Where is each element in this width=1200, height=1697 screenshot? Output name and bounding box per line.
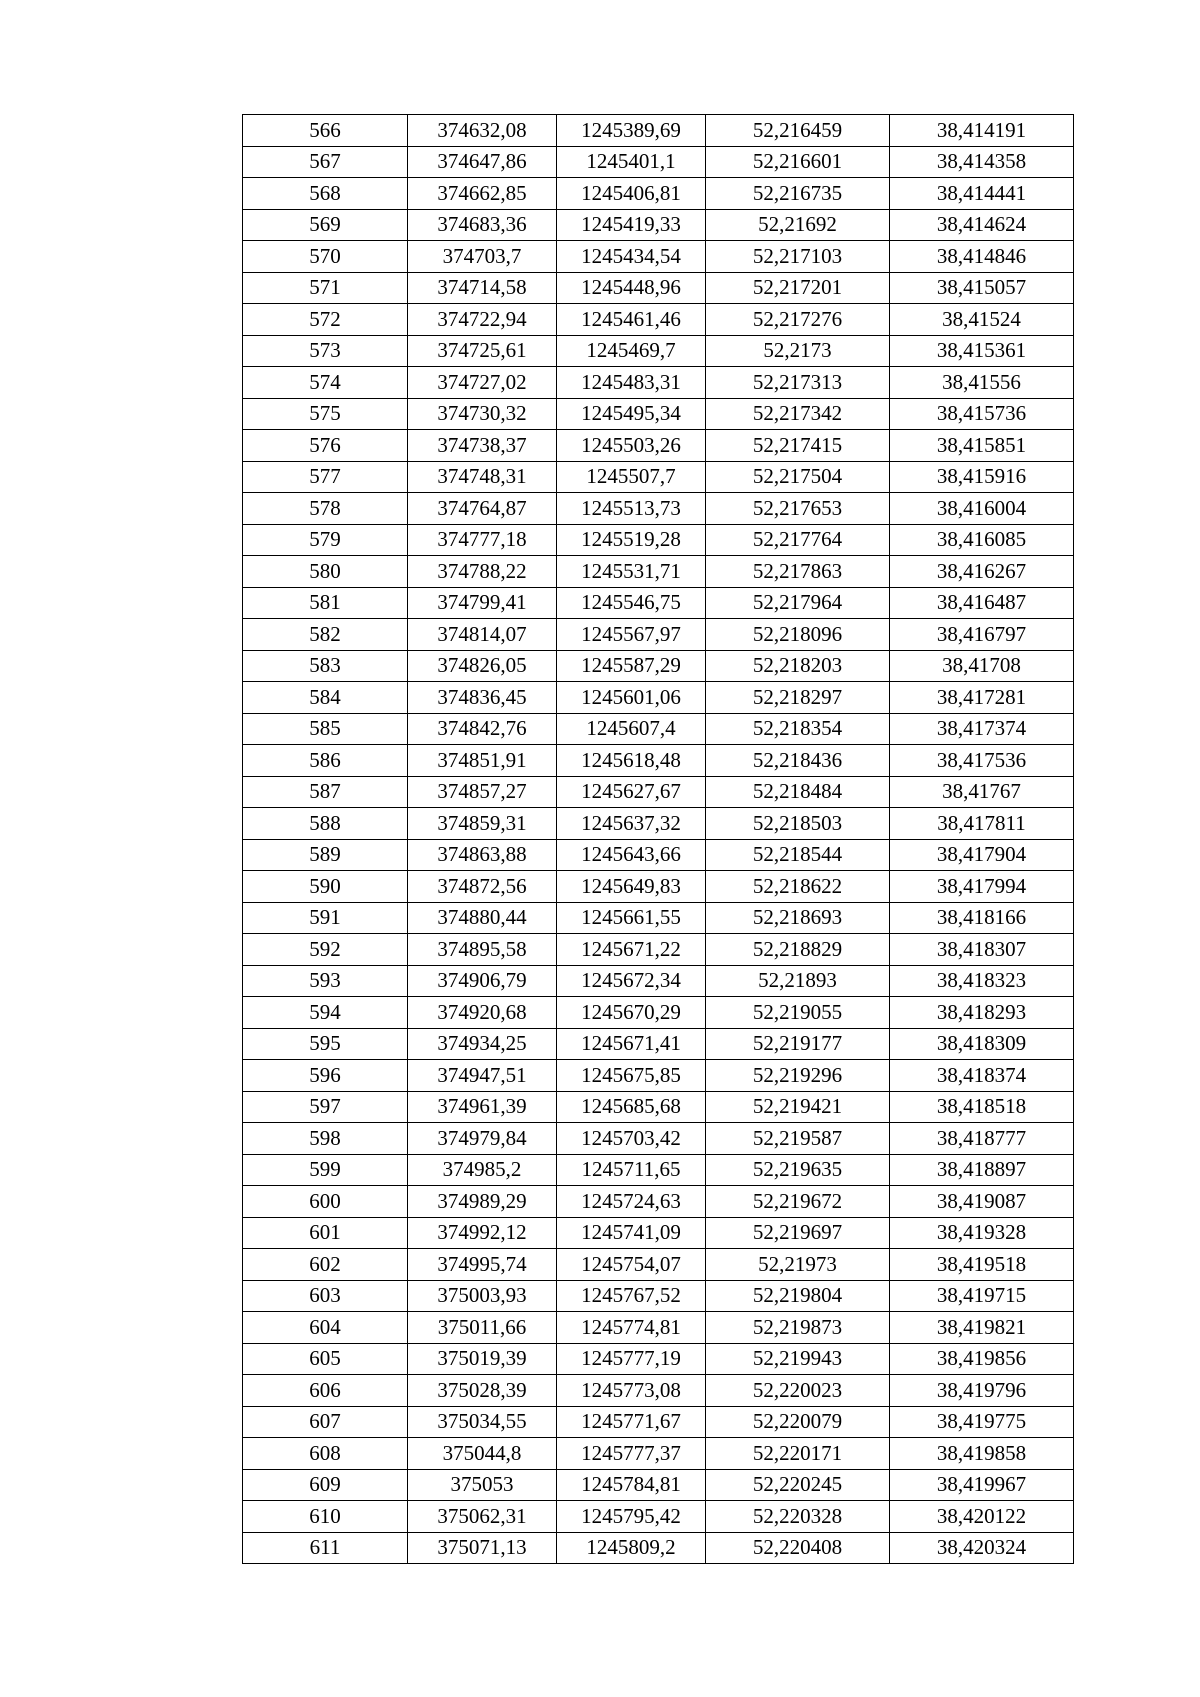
latitude-cell: 52,218203 (706, 650, 890, 682)
longitude-cell: 38,41708 (890, 650, 1074, 682)
point-number-cell: 598 (243, 1123, 408, 1155)
point-number-cell: 590 (243, 871, 408, 903)
x-coordinate-cell: 374872,56 (408, 871, 557, 903)
table-row (243, 1312, 1074, 1344)
x-coordinate-cell: 374989,29 (408, 1186, 557, 1218)
y-coordinate-cell: 1245618,48 (557, 745, 706, 777)
table-row (243, 556, 1074, 588)
latitude-cell: 52,217964 (706, 587, 890, 619)
latitude-cell: 52,220079 (706, 1406, 890, 1438)
latitude-cell: 52,218544 (706, 839, 890, 871)
table-row (243, 1186, 1074, 1218)
point-number-cell: 573 (243, 335, 408, 367)
y-coordinate-cell: 1245546,75 (557, 587, 706, 619)
table-row (243, 304, 1074, 336)
latitude-cell: 52,217342 (706, 398, 890, 430)
point-number-cell: 593 (243, 965, 408, 997)
point-number-cell: 594 (243, 997, 408, 1029)
y-coordinate-cell: 1245703,42 (557, 1123, 706, 1155)
y-coordinate-cell: 1245671,22 (557, 934, 706, 966)
longitude-cell: 38,415736 (890, 398, 1074, 430)
x-coordinate-cell: 374738,37 (408, 430, 557, 462)
point-number-cell: 569 (243, 209, 408, 241)
latitude-cell: 52,219177 (706, 1028, 890, 1060)
longitude-cell: 38,41767 (890, 776, 1074, 808)
latitude-cell: 52,219873 (706, 1312, 890, 1344)
latitude-cell: 52,219296 (706, 1060, 890, 1092)
latitude-cell: 52,21973 (706, 1249, 890, 1281)
point-number-cell: 608 (243, 1438, 408, 1470)
x-coordinate-cell: 374859,31 (408, 808, 557, 840)
latitude-cell: 52,2173 (706, 335, 890, 367)
longitude-cell: 38,417811 (890, 808, 1074, 840)
latitude-cell: 52,217103 (706, 241, 890, 273)
y-coordinate-cell: 1245741,09 (557, 1217, 706, 1249)
latitude-cell: 52,218436 (706, 745, 890, 777)
latitude-cell: 52,217313 (706, 367, 890, 399)
x-coordinate-cell: 374748,31 (408, 461, 557, 493)
y-coordinate-cell: 1245711,65 (557, 1154, 706, 1186)
longitude-cell: 38,418323 (890, 965, 1074, 997)
x-coordinate-cell: 374992,12 (408, 1217, 557, 1249)
table-row (243, 1091, 1074, 1123)
latitude-cell: 52,217504 (706, 461, 890, 493)
point-number-cell: 582 (243, 619, 408, 651)
y-coordinate-cell: 1245675,85 (557, 1060, 706, 1092)
coordinate-table (242, 114, 1074, 1564)
longitude-cell: 38,419328 (890, 1217, 1074, 1249)
table-row (243, 839, 1074, 871)
table-row (243, 1375, 1074, 1407)
longitude-cell: 38,417994 (890, 871, 1074, 903)
table-row (243, 619, 1074, 651)
point-number-cell: 566 (243, 115, 408, 147)
latitude-cell: 52,218297 (706, 682, 890, 714)
latitude-cell: 52,218096 (706, 619, 890, 651)
point-number-cell: 585 (243, 713, 408, 745)
latitude-cell: 52,218484 (706, 776, 890, 808)
latitude-cell: 52,217653 (706, 493, 890, 525)
y-coordinate-cell: 1245448,96 (557, 272, 706, 304)
latitude-cell: 52,220408 (706, 1532, 890, 1564)
point-number-cell: 574 (243, 367, 408, 399)
y-coordinate-cell: 1245777,19 (557, 1343, 706, 1375)
latitude-cell: 52,220245 (706, 1469, 890, 1501)
y-coordinate-cell: 1245649,83 (557, 871, 706, 903)
point-number-cell: 572 (243, 304, 408, 336)
point-number-cell: 597 (243, 1091, 408, 1123)
x-coordinate-cell: 375019,39 (408, 1343, 557, 1375)
y-coordinate-cell: 1245777,37 (557, 1438, 706, 1470)
latitude-cell: 52,217863 (706, 556, 890, 588)
y-coordinate-cell: 1245401,1 (557, 146, 706, 178)
point-number-cell: 578 (243, 493, 408, 525)
y-coordinate-cell: 1245637,32 (557, 808, 706, 840)
point-number-cell: 611 (243, 1532, 408, 1564)
longitude-cell: 38,417374 (890, 713, 1074, 745)
table-row (243, 1249, 1074, 1281)
y-coordinate-cell: 1245670,29 (557, 997, 706, 1029)
longitude-cell: 38,418777 (890, 1123, 1074, 1155)
y-coordinate-cell: 1245685,68 (557, 1091, 706, 1123)
table-row (243, 335, 1074, 367)
x-coordinate-cell: 374714,58 (408, 272, 557, 304)
point-number-cell: 589 (243, 839, 408, 871)
point-number-cell: 601 (243, 1217, 408, 1249)
x-coordinate-cell: 375062,31 (408, 1501, 557, 1533)
latitude-cell: 52,217276 (706, 304, 890, 336)
point-number-cell: 603 (243, 1280, 408, 1312)
latitude-cell: 52,219697 (706, 1217, 890, 1249)
latitude-cell: 52,217201 (706, 272, 890, 304)
longitude-cell: 38,416487 (890, 587, 1074, 619)
latitude-cell: 52,219055 (706, 997, 890, 1029)
latitude-cell: 52,216459 (706, 115, 890, 147)
point-number-cell: 580 (243, 556, 408, 588)
y-coordinate-cell: 1245469,7 (557, 335, 706, 367)
longitude-cell: 38,417536 (890, 745, 1074, 777)
table-row (243, 461, 1074, 493)
y-coordinate-cell: 1245671,41 (557, 1028, 706, 1060)
x-coordinate-cell: 375034,55 (408, 1406, 557, 1438)
point-number-cell: 600 (243, 1186, 408, 1218)
coordinate-table-body (243, 115, 1074, 1564)
point-number-cell: 567 (243, 146, 408, 178)
longitude-cell: 38,414441 (890, 178, 1074, 210)
x-coordinate-cell: 374703,7 (408, 241, 557, 273)
table-row (243, 493, 1074, 525)
y-coordinate-cell: 1245507,7 (557, 461, 706, 493)
latitude-cell: 52,219635 (706, 1154, 890, 1186)
y-coordinate-cell: 1245784,81 (557, 1469, 706, 1501)
table-row (243, 178, 1074, 210)
y-coordinate-cell: 1245601,06 (557, 682, 706, 714)
table-row (243, 871, 1074, 903)
longitude-cell: 38,41524 (890, 304, 1074, 336)
table-row (243, 146, 1074, 178)
latitude-cell: 52,218354 (706, 713, 890, 745)
longitude-cell: 38,419821 (890, 1312, 1074, 1344)
longitude-cell: 38,415851 (890, 430, 1074, 462)
longitude-cell: 38,414846 (890, 241, 1074, 273)
x-coordinate-cell: 374722,94 (408, 304, 557, 336)
latitude-cell: 52,219943 (706, 1343, 890, 1375)
latitude-cell: 52,219804 (706, 1280, 890, 1312)
y-coordinate-cell: 1245406,81 (557, 178, 706, 210)
y-coordinate-cell: 1245661,55 (557, 902, 706, 934)
table-row (243, 524, 1074, 556)
table-row (243, 650, 1074, 682)
y-coordinate-cell: 1245607,4 (557, 713, 706, 745)
latitude-cell: 52,218693 (706, 902, 890, 934)
y-coordinate-cell: 1245672,34 (557, 965, 706, 997)
point-number-cell: 592 (243, 934, 408, 966)
point-number-cell: 568 (243, 178, 408, 210)
latitude-cell: 52,217415 (706, 430, 890, 462)
longitude-cell: 38,414191 (890, 115, 1074, 147)
table-row (243, 1217, 1074, 1249)
latitude-cell: 52,219421 (706, 1091, 890, 1123)
table-row (243, 1280, 1074, 1312)
table-row (243, 241, 1074, 273)
latitude-cell: 52,21692 (706, 209, 890, 241)
x-coordinate-cell: 374934,25 (408, 1028, 557, 1060)
x-coordinate-cell: 374632,08 (408, 115, 557, 147)
point-number-cell: 576 (243, 430, 408, 462)
point-number-cell: 581 (243, 587, 408, 619)
table-row (243, 1532, 1074, 1564)
table-row (243, 997, 1074, 1029)
point-number-cell: 575 (243, 398, 408, 430)
table-row (243, 1343, 1074, 1375)
x-coordinate-cell: 374961,39 (408, 1091, 557, 1123)
table-row (243, 934, 1074, 966)
table-row (243, 713, 1074, 745)
x-coordinate-cell: 374725,61 (408, 335, 557, 367)
table-row (243, 1123, 1074, 1155)
table-row (243, 1028, 1074, 1060)
y-coordinate-cell: 1245587,29 (557, 650, 706, 682)
longitude-cell: 38,414624 (890, 209, 1074, 241)
x-coordinate-cell: 374857,27 (408, 776, 557, 808)
point-number-cell: 599 (243, 1154, 408, 1186)
longitude-cell: 38,420324 (890, 1532, 1074, 1564)
y-coordinate-cell: 1245767,52 (557, 1280, 706, 1312)
longitude-cell: 38,418293 (890, 997, 1074, 1029)
table-row (243, 808, 1074, 840)
latitude-cell: 52,216601 (706, 146, 890, 178)
x-coordinate-cell: 374979,84 (408, 1123, 557, 1155)
y-coordinate-cell: 1245389,69 (557, 115, 706, 147)
x-coordinate-cell: 375028,39 (408, 1375, 557, 1407)
longitude-cell: 38,419087 (890, 1186, 1074, 1218)
x-coordinate-cell: 374727,02 (408, 367, 557, 399)
table-row (243, 1060, 1074, 1092)
y-coordinate-cell: 1245519,28 (557, 524, 706, 556)
y-coordinate-cell: 1245754,07 (557, 1249, 706, 1281)
y-coordinate-cell: 1245483,31 (557, 367, 706, 399)
latitude-cell: 52,21893 (706, 965, 890, 997)
latitude-cell: 52,220328 (706, 1501, 890, 1533)
y-coordinate-cell: 1245503,26 (557, 430, 706, 462)
longitude-cell: 38,415916 (890, 461, 1074, 493)
x-coordinate-cell: 374906,79 (408, 965, 557, 997)
point-number-cell: 609 (243, 1469, 408, 1501)
table-row (243, 1154, 1074, 1186)
y-coordinate-cell: 1245724,63 (557, 1186, 706, 1218)
longitude-cell: 38,418166 (890, 902, 1074, 934)
x-coordinate-cell: 375071,13 (408, 1532, 557, 1564)
point-number-cell: 583 (243, 650, 408, 682)
latitude-cell: 52,218622 (706, 871, 890, 903)
longitude-cell: 38,419856 (890, 1343, 1074, 1375)
point-number-cell: 606 (243, 1375, 408, 1407)
table-row (243, 272, 1074, 304)
x-coordinate-cell: 374799,41 (408, 587, 557, 619)
longitude-cell: 38,418307 (890, 934, 1074, 966)
table-row (243, 965, 1074, 997)
longitude-cell: 38,41556 (890, 367, 1074, 399)
y-coordinate-cell: 1245774,81 (557, 1312, 706, 1344)
longitude-cell: 38,419967 (890, 1469, 1074, 1501)
table-row (243, 745, 1074, 777)
longitude-cell: 38,417281 (890, 682, 1074, 714)
point-number-cell: 591 (243, 902, 408, 934)
longitude-cell: 38,419796 (890, 1375, 1074, 1407)
longitude-cell: 38,414358 (890, 146, 1074, 178)
table-row (243, 776, 1074, 808)
point-number-cell: 584 (243, 682, 408, 714)
x-coordinate-cell: 374826,05 (408, 650, 557, 682)
point-number-cell: 571 (243, 272, 408, 304)
point-number-cell: 586 (243, 745, 408, 777)
longitude-cell: 38,416004 (890, 493, 1074, 525)
longitude-cell: 38,418374 (890, 1060, 1074, 1092)
point-number-cell: 595 (243, 1028, 408, 1060)
point-number-cell: 587 (243, 776, 408, 808)
longitude-cell: 38,415361 (890, 335, 1074, 367)
latitude-cell: 52,219587 (706, 1123, 890, 1155)
longitude-cell: 38,418897 (890, 1154, 1074, 1186)
point-number-cell: 570 (243, 241, 408, 273)
table-row (243, 209, 1074, 241)
point-number-cell: 605 (243, 1343, 408, 1375)
x-coordinate-cell: 374788,22 (408, 556, 557, 588)
y-coordinate-cell: 1245495,34 (557, 398, 706, 430)
latitude-cell: 52,219672 (706, 1186, 890, 1218)
x-coordinate-cell: 374647,86 (408, 146, 557, 178)
x-coordinate-cell: 374880,44 (408, 902, 557, 934)
latitude-cell: 52,218503 (706, 808, 890, 840)
x-coordinate-cell: 374777,18 (408, 524, 557, 556)
x-coordinate-cell: 374764,87 (408, 493, 557, 525)
y-coordinate-cell: 1245809,2 (557, 1532, 706, 1564)
y-coordinate-cell: 1245771,67 (557, 1406, 706, 1438)
longitude-cell: 38,419775 (890, 1406, 1074, 1438)
point-number-cell: 577 (243, 461, 408, 493)
table-row (243, 367, 1074, 399)
x-coordinate-cell: 374920,68 (408, 997, 557, 1029)
table-row (243, 682, 1074, 714)
y-coordinate-cell: 1245461,46 (557, 304, 706, 336)
point-number-cell: 596 (243, 1060, 408, 1092)
x-coordinate-cell: 374863,88 (408, 839, 557, 871)
table-row (243, 1469, 1074, 1501)
y-coordinate-cell: 1245773,08 (557, 1375, 706, 1407)
y-coordinate-cell: 1245643,66 (557, 839, 706, 871)
y-coordinate-cell: 1245567,97 (557, 619, 706, 651)
longitude-cell: 38,415057 (890, 272, 1074, 304)
latitude-cell: 52,216735 (706, 178, 890, 210)
table-row (243, 1438, 1074, 1470)
longitude-cell: 38,418309 (890, 1028, 1074, 1060)
latitude-cell: 52,220023 (706, 1375, 890, 1407)
y-coordinate-cell: 1245513,73 (557, 493, 706, 525)
table-row (243, 587, 1074, 619)
longitude-cell: 38,416085 (890, 524, 1074, 556)
x-coordinate-cell: 374814,07 (408, 619, 557, 651)
longitude-cell: 38,416797 (890, 619, 1074, 651)
x-coordinate-cell: 375003,93 (408, 1280, 557, 1312)
longitude-cell: 38,419858 (890, 1438, 1074, 1470)
point-number-cell: 604 (243, 1312, 408, 1344)
table-row (243, 1406, 1074, 1438)
point-number-cell: 602 (243, 1249, 408, 1281)
x-coordinate-cell: 374985,2 (408, 1154, 557, 1186)
x-coordinate-cell: 374842,76 (408, 713, 557, 745)
y-coordinate-cell: 1245795,42 (557, 1501, 706, 1533)
longitude-cell: 38,419715 (890, 1280, 1074, 1312)
point-number-cell: 610 (243, 1501, 408, 1533)
latitude-cell: 52,217764 (706, 524, 890, 556)
y-coordinate-cell: 1245419,33 (557, 209, 706, 241)
table-row (243, 115, 1074, 147)
point-number-cell: 607 (243, 1406, 408, 1438)
table-row (243, 398, 1074, 430)
table-row (243, 430, 1074, 462)
x-coordinate-cell: 374662,85 (408, 178, 557, 210)
x-coordinate-cell: 374683,36 (408, 209, 557, 241)
latitude-cell: 52,220171 (706, 1438, 890, 1470)
point-number-cell: 588 (243, 808, 408, 840)
x-coordinate-cell: 374947,51 (408, 1060, 557, 1092)
y-coordinate-cell: 1245531,71 (557, 556, 706, 588)
y-coordinate-cell: 1245434,54 (557, 241, 706, 273)
longitude-cell: 38,416267 (890, 556, 1074, 588)
x-coordinate-cell: 374730,32 (408, 398, 557, 430)
longitude-cell: 38,420122 (890, 1501, 1074, 1533)
longitude-cell: 38,419518 (890, 1249, 1074, 1281)
x-coordinate-cell: 374895,58 (408, 934, 557, 966)
x-coordinate-cell: 374851,91 (408, 745, 557, 777)
x-coordinate-cell: 375053 (408, 1469, 557, 1501)
x-coordinate-cell: 375044,8 (408, 1438, 557, 1470)
y-coordinate-cell: 1245627,67 (557, 776, 706, 808)
longitude-cell: 38,417904 (890, 839, 1074, 871)
x-coordinate-cell: 374836,45 (408, 682, 557, 714)
longitude-cell: 38,418518 (890, 1091, 1074, 1123)
latitude-cell: 52,218829 (706, 934, 890, 966)
table-row (243, 902, 1074, 934)
x-coordinate-cell: 374995,74 (408, 1249, 557, 1281)
x-coordinate-cell: 375011,66 (408, 1312, 557, 1344)
point-number-cell: 579 (243, 524, 408, 556)
table-row (243, 1501, 1074, 1533)
